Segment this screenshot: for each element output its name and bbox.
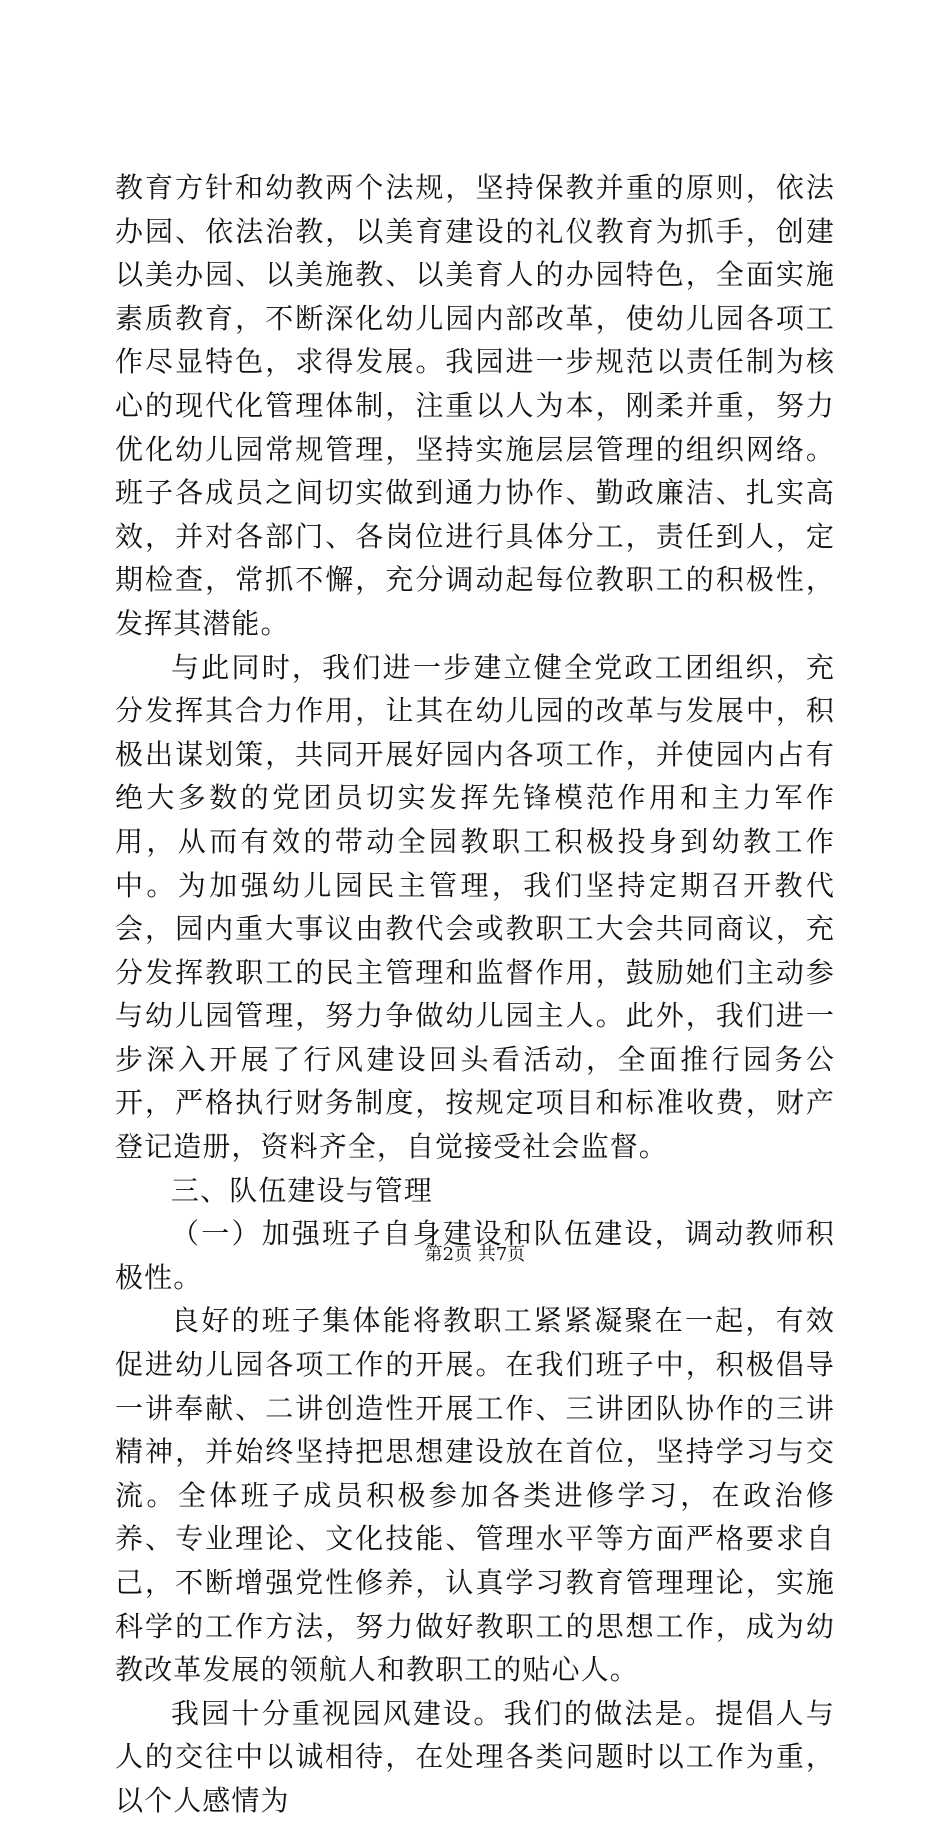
paragraph-team-building: 良好的班子集体能将教职工紧紧凝聚在一起，有效促进幼儿园各项工作的开展。在我们班子中，积极倡导一讲奉献、二讲创造性开展工作、三讲团队协作的三讲精神，并始终坚持把思想建设放在首位，坚持学习与交流。全体班子成员积极参加各类进修学习，在政治修养、专业理论、文化技能、管理水平等方面严格要求自己，不断增强党性修养，认真学习教育管理理论，实施科学的工作方法，努力做好教职工的思想工作，成为幼教改革发展的领航人和教职工的贴心人。 [115,1304,835,1687]
body-text [115,166,835,1823]
subsection-heading: （一）加强班子自身建设和队伍建设，调动教师积极性。 [115,1217,835,1294]
section-heading: 三、队伍建设与管理 [171,1173,433,1207]
paragraph-kindergarten-culture: 我园十分重视园风建设。我们的做法是。提倡人与人的交往中以诚相待，在处理各类问题时以工作为重，以个人感情为 [115,1696,835,1817]
paragraph-party-organization: 与此同时，我们进一步建立健全党政工团组织，充分发挥其合力作用，让其在幼儿园的改革与发展中，积极出谋划策，共同开展好园内各项工作，并使园内占有绝大多数的党团员切实发挥先锋模范作用和主力军作用，从而有效的带动全园教职工积极投身到幼教工作中。为加强幼儿园民主管理，我们坚持定期召开教代会，园内重大事议由教代会或教职工大会共同商议，充分发挥教职工的民主管理和监督作用，鼓励她们主动参与幼儿园管理，努力争做幼儿园主人。此外，我们进一步深入开展了行风建设回头看活动，全面推行园务公开，严格执行财务制度，按规定项目和标准收费，财产登记造册，资料齐全，自觉接受社会监督。 [115,650,835,1164]
page-footer: 第2页 共7页 [424,1244,526,1265]
paragraph-continued: 教育方针和幼教两个法规，坚持保教并重的原则，依法办园、依法治教，以美育建设的礼仪教育为抓手，创建以美办园、以美施教、以美育人的办园特色，全面实施素质教育，不断深化幼儿园内部改革，使幼儿园各项工作尽显特色，求得发展。我园进一步规范以责任制为核心的现代化管理体制，注重以人为本，刚柔并重，努力优化幼儿园常规管理，坚持实施层层管理的组织网络。班子各成员之间切实做到通力协作、勤政廉洁、扎实高效，并对各部门、各岗位进行具体分工，责任到人，定期检查，常抓不懈，充分调动起每位教职工的积极性，发挥其潜能。 [115,171,835,640]
